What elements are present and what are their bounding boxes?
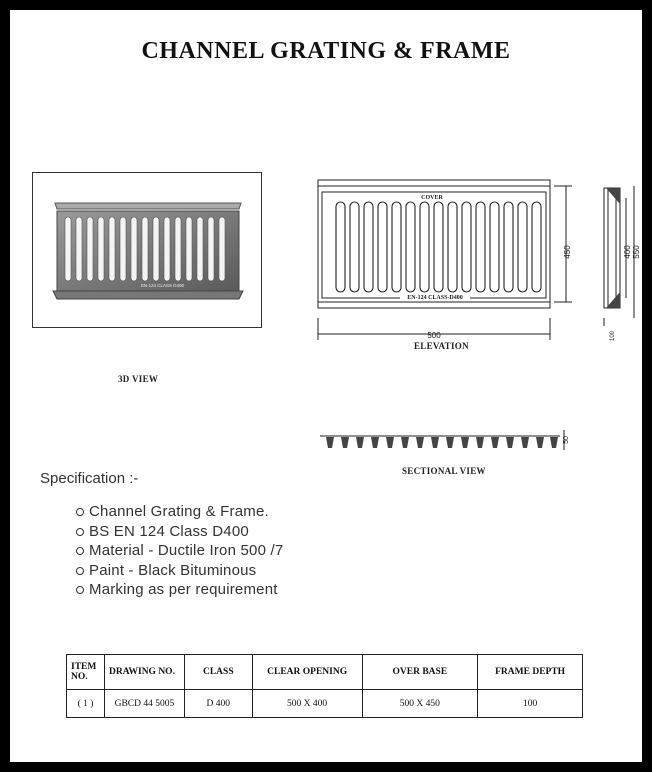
header-class: CLASS [184, 655, 252, 690]
dim-side-inner: 400 [623, 245, 632, 259]
spec-item: Material - Ductile Iron 500 /7 [76, 541, 283, 561]
side-view [604, 188, 620, 308]
cell-clear-opening: 500 X 400 [252, 690, 362, 718]
bullet-icon [76, 528, 84, 536]
bullet-icon [76, 508, 84, 516]
bullet-icon [76, 567, 84, 575]
3d-view-label: 3D VIEW [118, 374, 159, 384]
drawing-sheet [10, 10, 642, 762]
cell-over-base: 500 X 450 [362, 690, 478, 718]
page-title: CHANNEL GRATING & FRAME [141, 38, 511, 64]
dim-width: 500 [427, 331, 441, 340]
dim-height: 450 [563, 245, 572, 259]
cell-item-no: ( 1 ) [67, 690, 105, 718]
header-item-no: ITEM NO. [67, 655, 105, 690]
bullet-icon [76, 586, 84, 594]
technical-drawing [310, 168, 640, 468]
cell-drawing-no: GBCD 44 5005 [104, 690, 184, 718]
plate-top-text: COVER [421, 195, 443, 201]
grating-3d-illustration [33, 173, 261, 327]
plate-bottom-text: EN-124 CLASS-D400 [407, 295, 463, 301]
elevation-label: ELEVATION [414, 341, 469, 351]
cell-frame-depth: 100 [478, 690, 583, 718]
sectional-view-label: SECTIONAL VIEW [402, 466, 486, 476]
spec-item: Channel Grating & Frame. [76, 502, 283, 522]
dim-side-depth: 100 [610, 330, 616, 342]
elevation-slots [336, 202, 541, 292]
bullet-icon [76, 547, 84, 555]
dim-side-outer: 550 [632, 245, 641, 259]
spec-item: Marking as per requirement [76, 580, 283, 600]
header-frame-depth: FRAME DEPTH [478, 655, 583, 690]
header-drawing-no: DRAWING NO. [104, 655, 184, 690]
3d-plate-text: EN 124 CLASS D400 [141, 283, 185, 288]
sectional-view [326, 188, 620, 448]
dim-section: 50 [563, 436, 570, 444]
specification-list [76, 502, 283, 600]
spec-item: Paint - Black Bituminous [76, 561, 283, 581]
cell-class: D 400 [184, 690, 252, 718]
3d-view-image [32, 172, 262, 328]
table-row [67, 690, 583, 718]
header-over-base: OVER BASE [362, 655, 478, 690]
spec-item: BS EN 124 Class D400 [76, 522, 283, 542]
header-clear-opening: CLEAR OPENING [252, 655, 362, 690]
specification-heading: Specification :- [40, 470, 139, 487]
table-header-row [67, 655, 583, 690]
specification-table [66, 654, 583, 718]
